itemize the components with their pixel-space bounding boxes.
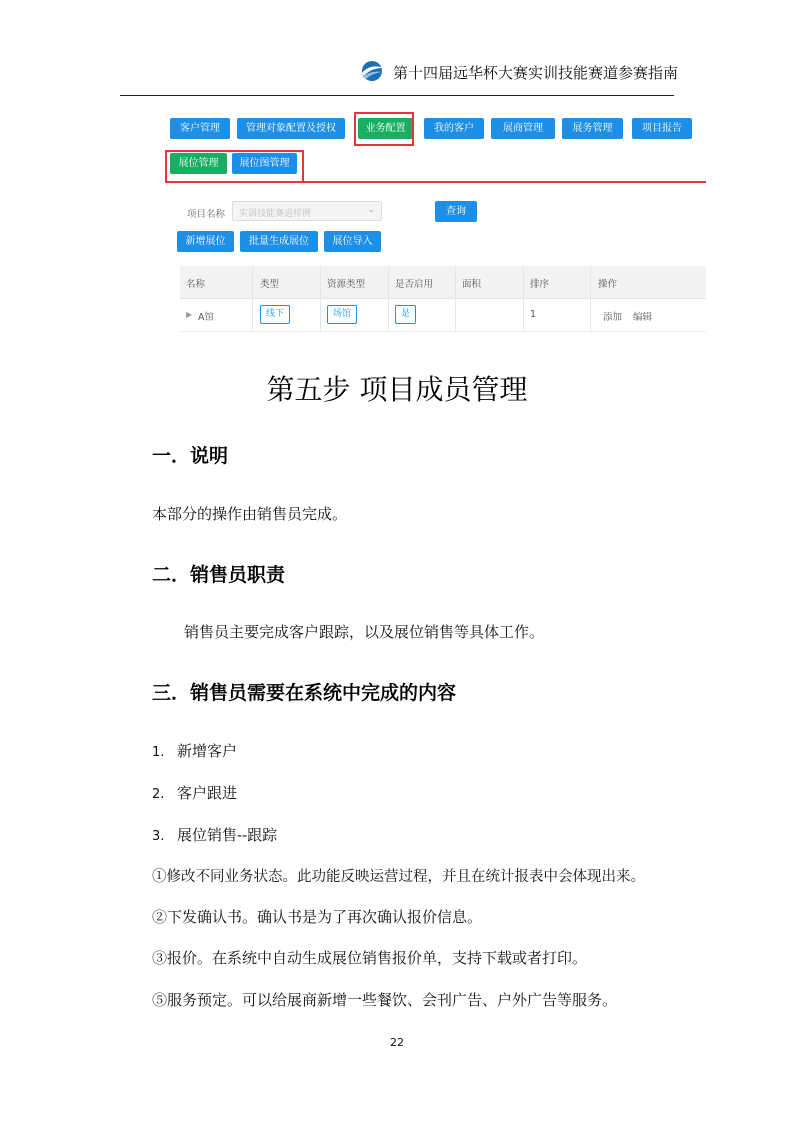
list-item — [152, 782, 237, 803]
add-booth-button[interactable]: 新增展位 — [177, 231, 234, 252]
nav-button-exhibition-affairs[interactable]: 展务管理 — [562, 118, 623, 139]
page-title: 第五步 项目成员管理 — [266, 373, 528, 406]
column-header-name: 名称 — [186, 279, 206, 290]
header-divider — [120, 95, 674, 96]
table-row[interactable] — [180, 299, 706, 332]
page-number: 22 — [390, 1036, 404, 1049]
sub-button-booth-management[interactable]: 展位管理 — [170, 153, 227, 174]
sub-button-booth-map[interactable]: 展位图管理 — [232, 153, 297, 174]
section-3-title: 三．销售员需要在系统中完成的内容 — [152, 682, 457, 704]
section-2-title: 二．销售员职责 — [152, 564, 286, 586]
list-item-number: 2. — [152, 787, 165, 802]
highlight-line — [302, 181, 706, 183]
column-header-enabled: 是否启用 — [395, 279, 434, 290]
column-header-operation: 操作 — [598, 279, 618, 290]
section-2-text: 销售员主要完成客户跟踪，以及展位销售等具体工作。 — [184, 623, 545, 641]
row-name: A馆 — [198, 312, 214, 323]
column-header-order: 排序 — [530, 279, 550, 290]
row-order: 1 — [530, 309, 537, 320]
nav-button-project-report[interactable]: 项目报告 — [632, 118, 692, 139]
row-resource-type-tag: 场馆 — [327, 305, 357, 324]
column-header-type: 类型 — [260, 279, 280, 290]
expand-arrow-icon[interactable]: ▶ — [186, 310, 193, 319]
highlight-box-sub-menu — [165, 150, 304, 183]
list-item-number: 1. — [152, 745, 165, 760]
row-type-tag: 线下 — [260, 305, 290, 324]
nav-button-my-customers[interactable]: 我的客户 — [424, 118, 484, 139]
project-name-label: 项目名称 — [187, 209, 226, 220]
row-enabled-tag: 是 — [395, 305, 416, 324]
nav-button-business-config[interactable]: 业务配置 — [358, 118, 413, 139]
list-item-number: 3. — [152, 829, 165, 844]
detail-item: ⑤服务预定。可以给展商新增一些餐饮、会刊广告、户外广告等服务。 — [152, 991, 618, 1009]
section-1-title: 一．说明 — [152, 445, 229, 467]
list-item-text: 新增客户 — [177, 742, 238, 760]
query-button[interactable]: 查询 — [435, 201, 477, 222]
list-item — [152, 824, 277, 845]
column-header-resource-type: 资源类型 — [327, 279, 366, 290]
nav-button-customer[interactable]: 客户管理 — [170, 118, 230, 139]
row-add-link[interactable]: 添加 — [603, 312, 623, 323]
embedded-screenshot — [152, 110, 706, 335]
nav-button-exhibitor[interactable]: 展商管理 — [491, 118, 555, 139]
list-item — [152, 740, 237, 761]
project-name-select[interactable] — [232, 201, 382, 221]
project-name-value: 实训技能赛道样例 — [239, 209, 312, 219]
nav-button-object-config[interactable]: 管理对象配置及授权 — [237, 118, 345, 139]
detail-item: ③报价。在系统中自动生成展位销售报价单，支持下载或者打印。 — [152, 949, 588, 967]
header-title: 第十四届远华杯大赛实训技能赛道参赛指南 — [393, 64, 679, 82]
section-1-text: 本部分的操作由销售员完成。 — [152, 505, 348, 523]
detail-item: ②下发确认书。确认书是为了再次确认报价信息。 — [152, 908, 483, 926]
detail-item: ①修改不同业务状态。此功能反映运营过程，并且在统计报表中会体现出来。 — [152, 869, 645, 885]
logo-icon — [360, 60, 384, 82]
list-item-text: 展位销售--跟踪 — [177, 826, 278, 844]
batch-generate-booth-button[interactable]: 批量生成展位 — [240, 231, 318, 252]
row-edit-link[interactable]: 编辑 — [633, 312, 653, 323]
chevron-down-icon: ⌄ — [367, 205, 375, 215]
table-header — [180, 266, 706, 299]
list-item-text: 客户跟进 — [177, 784, 238, 802]
column-header-area: 面积 — [462, 279, 482, 290]
import-booth-button[interactable]: 展位导入 — [324, 231, 381, 252]
highlight-box-business-config — [354, 112, 414, 146]
